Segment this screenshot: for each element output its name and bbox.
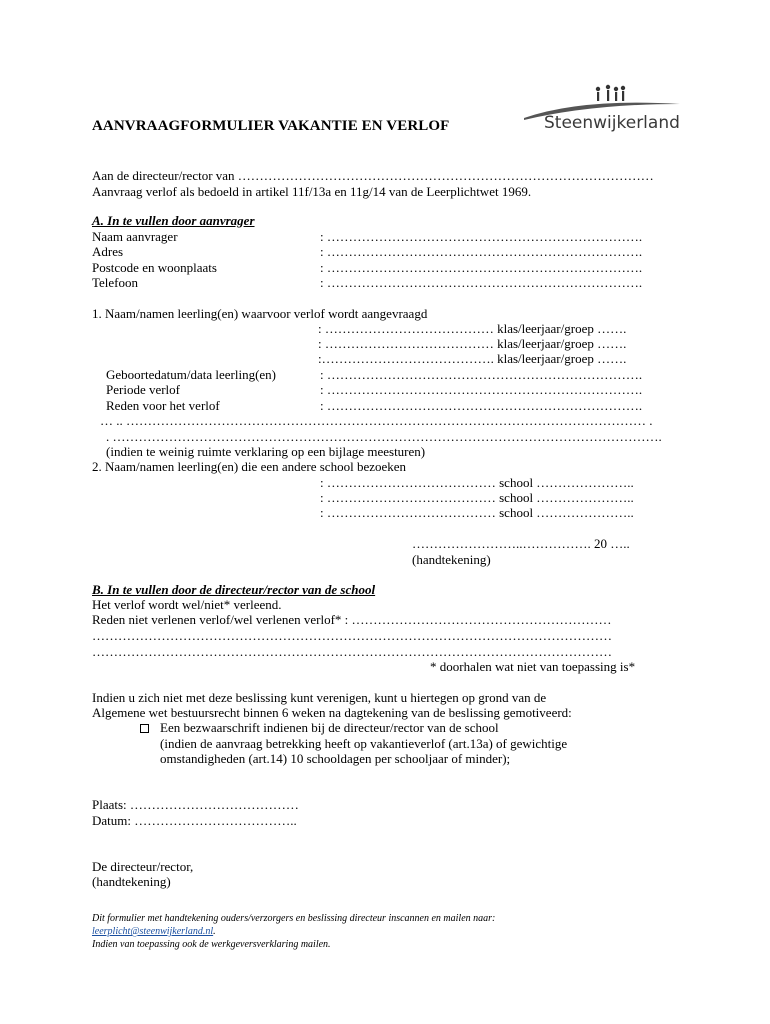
section-a-heading: A. In te vullen door aanvrager (92, 213, 255, 228)
field-value-adres[interactable]: : ………………………………………………………………. (320, 244, 643, 259)
field-value-postcode[interactable]: : ………………………………………………………………. (320, 260, 643, 275)
field-value-naam[interactable]: : ………………………………………………………………. (320, 229, 643, 244)
question-2: 2. Naam/namen leerling(en) die een andere school bezoeken (92, 459, 407, 474)
date-line[interactable]: ……………………..……………. 20 ….. (412, 536, 630, 551)
intro-line-1: Aan de directeur/rector van …………………………………………………………………………………… (92, 168, 654, 183)
signature-label: (handtekening) (412, 552, 491, 567)
footer-line-1: Dit formulier met handtekening ouders/verzorgers en beslissing directeur inscannen en mailen naar: (92, 913, 496, 924)
q1-line-1[interactable]: : ………………………………… klas/leerjaar/groep ……. (318, 321, 627, 336)
appeal-line-1: Indien u zich niet met deze beslissing kunt verenigen, kunt u hiertegen op grond van de (92, 690, 547, 705)
q2-line-3[interactable]: : ………………………………… school ………………….. (320, 505, 634, 520)
section-b-line-1: Het verlof wordt wel/niet* verleend. (92, 597, 282, 612)
intro-line-2: Aanvraag verlof als bedoeld in artikel 11f/13a en 11g/14 van de Leerplichtwet 1969. (92, 184, 532, 199)
reason-dots-2[interactable]: . ………………………………………………………………………………………………………………. (106, 429, 662, 444)
field-value-periode[interactable]: : ………………………………………………………………. (320, 382, 643, 397)
email-link[interactable]: leerplicht@steenwijkerland.nl (92, 926, 214, 937)
email-suffix: . (213, 926, 216, 937)
checkbox[interactable] (140, 724, 149, 733)
field-label-telefoon: Telefoon (92, 275, 139, 290)
reason-dots-1[interactable]: … .. ………………………………………………………………………………………………………… . (100, 413, 653, 428)
q2-line-2[interactable]: : ………………………………… school ………………….. (320, 490, 634, 505)
field-value-telefoon[interactable]: : ………………………………………………………………. (320, 275, 643, 290)
reason-note: (indien te weinig ruimte verklaring op een bijlage meesturen) (106, 444, 426, 459)
appeal-bullet-line-2: (indien de aanvraag betrekking heeft op vakantieverlof (art.13a) of gewichtige (160, 736, 568, 751)
signoff-signature: (handtekening) (92, 874, 171, 889)
field-label-reden: Reden voor het verlof (106, 398, 220, 413)
q1-line-3[interactable]: :…………………………………. klas/leerjaar/groep ……. (318, 351, 627, 366)
plaats-field[interactable]: Plaats: ………………………………… (92, 797, 299, 812)
field-label-naam: Naam aanvrager (92, 229, 178, 244)
signoff-title: De directeur/rector, (92, 859, 194, 874)
section-b-line-2[interactable]: Reden niet verlenen verlof/wel verlenen verlof* : …………………………………………………… (92, 612, 612, 627)
datum-field[interactable]: Datum: ……………………………….. (92, 813, 297, 828)
section-b-note: * doorhalen wat niet van toepassing is* (430, 659, 636, 674)
footer-line-3: Indien van toepassing ook de werkgeversverklaring mailen. (92, 939, 331, 950)
page-title: AANVRAAGFORMULIER VAKANTIE EN VERLOF (92, 118, 450, 134)
field-label-geboortedatum: Geboortedatum/data leerling(en) (106, 367, 277, 382)
field-label-adres: Adres (92, 244, 124, 259)
logo-text: Steenwijkerland (544, 113, 680, 133)
field-value-reden[interactable]: : ………………………………………………………………. (320, 398, 643, 413)
section-b-heading: B. In te vullen door de directeur/rector van de school (92, 582, 376, 597)
appeal-bullet-line-3: omstandigheden (art.14) 10 schooldagen per schooljaar of minder); (160, 751, 511, 766)
field-label-postcode: Postcode en woonplaats (92, 260, 217, 275)
q1-line-2[interactable]: : ………………………………… klas/leerjaar/groep ……. (318, 336, 627, 351)
section-b-line-4[interactable]: ………………………………………………………………………………………………………… (92, 644, 612, 659)
footer-email-row (92, 926, 216, 938)
question-1: 1. Naam/namen leerling(en) waarvoor verlof wordt aangevraagd (92, 306, 428, 321)
field-label-periode: Periode verlof (106, 382, 181, 397)
section-b-line-3[interactable]: ………………………………………………………………………………………………………… (92, 628, 612, 643)
field-value-geboortedatum[interactable]: : ………………………………………………………………. (320, 367, 643, 382)
appeal-line-2: Algemene wet bestuursrecht binnen 6 weken na dagtekening van de beslissing gemotiveerd: (92, 705, 572, 720)
appeal-bullet-line-1: Een bezwaarschrift indienen bij de directeur/rector van de school (160, 720, 499, 735)
q2-line-1[interactable]: : ………………………………… school ………………….. (320, 475, 634, 490)
logo (522, 80, 682, 135)
